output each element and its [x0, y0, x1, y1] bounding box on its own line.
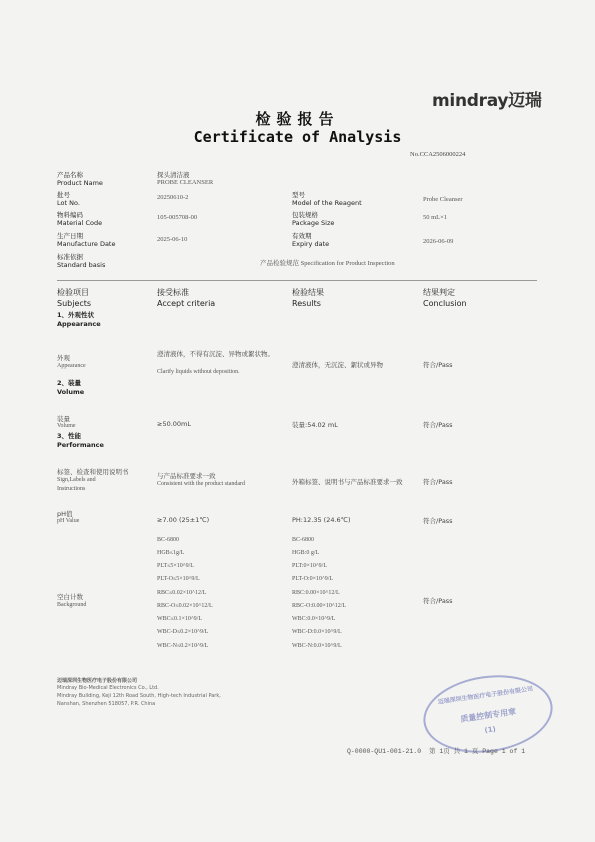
- lot-label-cn: 批号: [57, 191, 70, 199]
- row-volume-result: 装量:54.02 mL: [292, 421, 338, 429]
- header-accept-en: Accept criteria: [157, 299, 216, 308]
- material-label-en: Material Code: [57, 219, 103, 227]
- stamp-line-1: 迈瑞深圳生物医疗电子股份有限公司: [437, 685, 534, 706]
- row-ph-conclusion: 符合/Pass: [423, 517, 453, 525]
- background-result-line: HGB:0 g/L: [292, 550, 320, 556]
- row-volume-subject-en: Volume: [57, 423, 76, 429]
- row-background-subject-cn: 空白计数: [57, 593, 83, 601]
- row-background-conclusion: 符合/Pass: [423, 597, 453, 605]
- background-result-line: RBC-O:0.00×10^12/L: [292, 603, 347, 609]
- section-appearance-en: Appearance: [57, 320, 101, 328]
- material-label-cn: 物料编码: [57, 211, 83, 219]
- row-labels-subject-en2: Instructions: [57, 486, 86, 492]
- background-accept-line: PLT≤5×10^9/L: [157, 563, 194, 569]
- row-volume-accept: ≥50.00mL: [157, 420, 192, 428]
- title-en: Certificate of Analysis: [193, 128, 402, 146]
- background-accept-line: BC-6800: [157, 537, 180, 543]
- standard-label-en: Standard basis: [57, 261, 106, 269]
- model-value: Probe Cleanser: [423, 196, 463, 203]
- expiry-label-cn: 有效期: [292, 232, 312, 240]
- background-result-line: PLT:0×10^9/L: [292, 563, 328, 569]
- background-accept-line: WBC-N≤0.2×10^9/L: [157, 643, 209, 649]
- row-labels-subject-en1: Sign,Labels and: [57, 477, 96, 483]
- product-name-label-cn: 产品名称: [57, 171, 83, 179]
- product-name-value-en: PROBE CLEANSER: [157, 179, 214, 186]
- background-result-line: RBC:0.00×10^12/L: [292, 590, 340, 596]
- row-volume-conclusion: 符合/Pass: [423, 421, 453, 429]
- company-address-1: Mindray Building, Keji 12th Road South, High-tech Industrial Park,: [57, 693, 221, 699]
- background-accept-line: WBC-D≤0.2×10^9/L: [157, 629, 209, 635]
- product-name-label-en: Product Name: [57, 179, 103, 187]
- package-label-en: Package Size: [292, 219, 335, 227]
- header-subjects-en: Subjects: [57, 299, 92, 308]
- background-accept-line: RBC-O≤0.02×10^12/L: [157, 603, 213, 609]
- background-accept-line: PLT-O≤5×10^9/L: [157, 576, 200, 582]
- background-result-line: WBC-D:0.0×10^9/L: [292, 629, 342, 635]
- section-performance-cn: 3、性能: [57, 432, 82, 440]
- company-address-2: Nanshan, Shenzhen 518057, P.R. China: [57, 701, 156, 707]
- row-appearance-result: 澄清液体，无沉淀、絮状或异物: [292, 361, 383, 369]
- section-volume-en: Volume: [57, 388, 85, 396]
- header-results-cn: 检验结果: [292, 288, 324, 297]
- package-value: 50 mL×1: [423, 214, 448, 221]
- row-labels-conclusion: 符合/Pass: [423, 478, 453, 486]
- stamp-line-2: 质量控制专用章: [459, 707, 517, 724]
- row-appearance-subject-en: Appearance: [57, 363, 86, 369]
- row-ph-subject-en: pH Value: [57, 518, 80, 524]
- mfg-date-label-en: Manufacture Date: [57, 240, 116, 248]
- row-ph-accept: ≥7.00 (25±1℃): [157, 516, 210, 524]
- lot-label-en: Lot No.: [57, 199, 80, 207]
- model-label-en: Model of the Reagent: [292, 199, 362, 207]
- model-label-cn: 型号: [292, 191, 305, 199]
- row-appearance-accept-cn: 澄清液体，不得有沉淀、异物或絮状物。: [157, 350, 274, 358]
- section-volume-cn: 2、装量: [57, 379, 82, 387]
- standard-value: 产品检验规范 Specification for Product Inspection: [260, 260, 395, 267]
- header-conclusion-en: Conclusion: [423, 299, 467, 308]
- section-appearance-cn: 1、外观性状: [57, 311, 95, 319]
- row-labels-accept-cn: 与产品标准要求一致: [157, 472, 216, 480]
- page-number: 第 1页 共 1 页 Page 1 of 1: [428, 748, 526, 755]
- background-result-line: WBC-N:0.0×10^9/L: [292, 643, 342, 649]
- row-appearance-accept-en: Clarify liquids without deposition.: [157, 369, 240, 375]
- material-value: 105-005708-00: [157, 214, 198, 221]
- package-label-cn: 包装规格: [292, 211, 318, 219]
- title-cn: 检验报告: [255, 110, 340, 128]
- mfg-date-value: 2025-06-10: [157, 236, 188, 243]
- standard-label-cn: 标准依据: [57, 253, 83, 261]
- background-result-line: PLT-O:0×10^9/L: [292, 576, 334, 582]
- background-result-line: WBC:0.0×10^9/L: [292, 616, 336, 622]
- document-code: Q-0000-QU1-001-21.0: [347, 748, 422, 755]
- lot-value: 20250610-2: [157, 194, 189, 201]
- company-name-cn: 迈瑞深圳生物医疗电子股份有限公司: [57, 678, 138, 684]
- divider: [57, 280, 537, 281]
- row-ph-result: PH:12.35 (24.6℃): [292, 516, 351, 524]
- expiry-value: 2026-06-09: [423, 238, 454, 245]
- row-appearance-subject-cn: 外观: [57, 354, 70, 362]
- row-background-subject-en: Background: [57, 602, 87, 608]
- background-result-line: BC-6800: [292, 537, 315, 543]
- row-labels-result: 外箱标签、说明书与产品标准要求一致: [292, 478, 403, 486]
- certificate-number: No.CCA2506000224: [410, 151, 466, 158]
- product-name-value-cn: 探头清洁液: [157, 171, 190, 179]
- row-appearance-conclusion: 符合/Pass: [423, 361, 453, 369]
- company-name-en: Mindray Bio-Medical Electronics Co., Ltd.: [57, 685, 159, 691]
- mindray-logo: mindray迈瑞: [432, 91, 542, 111]
- header-subjects-cn: 检验项目: [57, 288, 89, 297]
- header-accept-cn: 接受标准: [157, 288, 189, 297]
- row-labels-subject-cn: 标签、检查和使用说明书: [57, 468, 129, 476]
- row-labels-accept-en: Consistent with the product standard: [157, 481, 245, 487]
- background-accept-line: HGB≤1g/L: [157, 550, 185, 556]
- stamp-line-3: (1): [484, 725, 497, 735]
- row-volume-subject-cn: 装量: [57, 415, 70, 423]
- row-ph-subject-cn: pH值: [57, 510, 73, 518]
- mfg-date-label-cn: 生产日期: [57, 232, 83, 240]
- header-conclusion-cn: 结果判定: [423, 288, 455, 297]
- background-accept-line: RBC≤0.02×10^12/L: [157, 590, 207, 596]
- expiry-label-en: Expiry date: [292, 240, 330, 248]
- header-results-en: Results: [292, 299, 321, 308]
- background-accept-line: WBC≤0.1×10^9/L: [157, 616, 202, 622]
- page-footer: [347, 746, 525, 755]
- section-performance-en: Performance: [57, 441, 104, 449]
